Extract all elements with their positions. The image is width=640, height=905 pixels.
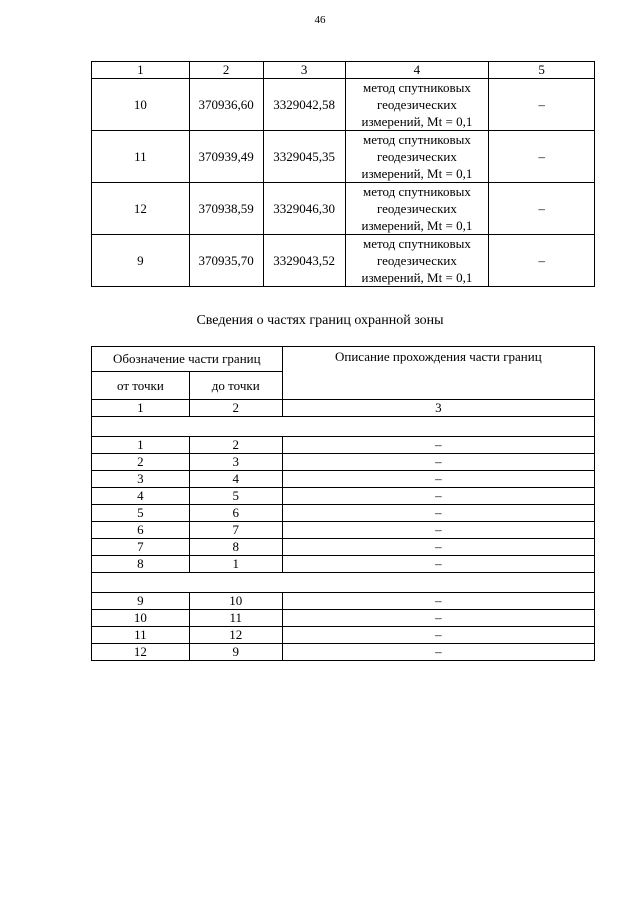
to-point: 2 [189, 437, 282, 454]
from-point: 5 [92, 505, 190, 522]
to-point: 4 [189, 471, 282, 488]
header-to-point: до точки [189, 372, 282, 400]
from-point: 10 [92, 610, 190, 627]
column-number: 1 [92, 400, 190, 417]
description-cell: – [282, 539, 594, 556]
section-title: Сведения о частях границ охранной зоны [196, 313, 444, 328]
y-coordinate: 3329043,52 [263, 235, 345, 287]
to-point: 8 [189, 539, 282, 556]
table-row [92, 505, 595, 522]
point-number: 9 [92, 235, 190, 287]
x-coordinate: 370939,49 [189, 131, 263, 183]
description-cell: – [282, 522, 594, 539]
table-row [92, 471, 595, 488]
boundary-parts-table [91, 346, 595, 661]
table-row [92, 183, 595, 235]
description-cell: – [282, 610, 594, 627]
x-coordinate: 370938,59 [189, 183, 263, 235]
y-coordinate: 3329046,30 [263, 183, 345, 235]
group-separator-row [92, 417, 595, 437]
table-row [92, 488, 595, 505]
note-cell: – [489, 131, 595, 183]
to-point: 10 [189, 593, 282, 610]
note-cell: – [489, 235, 595, 287]
description-cell: – [282, 488, 594, 505]
description-cell: – [282, 505, 594, 522]
note-cell: – [489, 183, 595, 235]
description-cell: – [282, 471, 594, 488]
description-cell: – [282, 454, 594, 471]
column-number: 3 [282, 400, 594, 417]
column-number: 2 [189, 400, 282, 417]
description-cell: – [282, 644, 594, 661]
header-from-point: от точки [92, 372, 190, 400]
header-boundary-description: Описание прохождения части границ [282, 347, 594, 400]
parts-header-row [92, 347, 595, 372]
table-row [92, 593, 595, 610]
table-row [92, 235, 595, 287]
to-point: 12 [189, 627, 282, 644]
column-number: 4 [345, 62, 489, 79]
coordinates-table [91, 61, 595, 287]
column-number: 5 [489, 62, 595, 79]
to-point: 9 [189, 644, 282, 661]
description-cell: – [282, 556, 594, 573]
table-row [92, 79, 595, 131]
table-row [92, 627, 595, 644]
table-row [92, 522, 595, 539]
column-number: 2 [189, 62, 263, 79]
from-point: 2 [92, 454, 190, 471]
table-row [92, 437, 595, 454]
point-number: 12 [92, 183, 190, 235]
from-point: 11 [92, 627, 190, 644]
column-number: 3 [263, 62, 345, 79]
point-number: 10 [92, 79, 190, 131]
to-point: 6 [189, 505, 282, 522]
y-coordinate: 3329042,58 [263, 79, 345, 131]
description-cell: – [282, 437, 594, 454]
x-coordinate: 370936,60 [189, 79, 263, 131]
x-coordinate: 370935,70 [189, 235, 263, 287]
coordinates-header-row [92, 62, 595, 79]
to-point: 3 [189, 454, 282, 471]
parts-column-numbers-row [92, 400, 595, 417]
table-row [92, 539, 595, 556]
to-point: 11 [189, 610, 282, 627]
from-point: 12 [92, 644, 190, 661]
header-boundary-designation: Обозначение части границ [92, 347, 283, 372]
group-separator [92, 417, 595, 437]
method-description: метод спутниковых геодезических измерений, Mt = 0,1 [345, 131, 489, 183]
y-coordinate: 3329045,35 [263, 131, 345, 183]
from-point: 9 [92, 593, 190, 610]
method-description: метод спутниковых геодезических измерений, Mt = 0,1 [345, 183, 489, 235]
page-number: 46 [314, 14, 326, 26]
from-point: 4 [92, 488, 190, 505]
table-row [92, 454, 595, 471]
table-row [92, 610, 595, 627]
method-description: метод спутниковых геодезических измерений, Mt = 0,1 [345, 235, 489, 287]
from-point: 3 [92, 471, 190, 488]
from-point: 8 [92, 556, 190, 573]
method-description: метод спутниковых геодезических измерений, Mt = 0,1 [345, 79, 489, 131]
group-separator [92, 573, 595, 593]
table-row [92, 556, 595, 573]
to-point: 5 [189, 488, 282, 505]
from-point: 7 [92, 539, 190, 556]
column-number: 1 [92, 62, 190, 79]
table-row [92, 644, 595, 661]
from-point: 6 [92, 522, 190, 539]
description-cell: – [282, 593, 594, 610]
from-point: 1 [92, 437, 190, 454]
description-cell: – [282, 627, 594, 644]
group-separator-row [92, 573, 595, 593]
note-cell: – [489, 79, 595, 131]
table-row [92, 131, 595, 183]
to-point: 1 [189, 556, 282, 573]
point-number: 11 [92, 131, 190, 183]
to-point: 7 [189, 522, 282, 539]
